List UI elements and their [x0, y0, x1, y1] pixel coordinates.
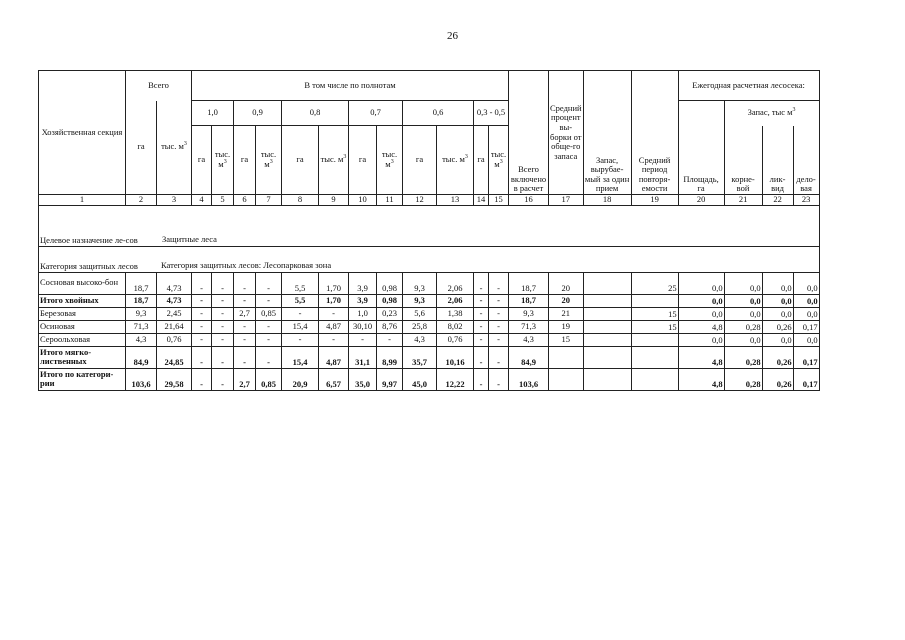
cell: -: [212, 333, 234, 346]
table-row: [39, 294, 820, 307]
cell: 15: [631, 320, 678, 333]
cell: 0,0: [762, 294, 793, 307]
column-number: 18: [583, 195, 631, 206]
cell: -: [192, 307, 212, 320]
cell: 0,17: [793, 346, 819, 368]
category-row: [39, 246, 820, 272]
cell: 6,57: [319, 368, 349, 390]
row-name: Сосновая высоко-бон: [39, 272, 126, 294]
cell: 0,0: [793, 272, 819, 294]
cell: 15: [549, 333, 584, 346]
cell: 8,76: [377, 320, 403, 333]
row-name: Итого мягко-лиственных: [39, 346, 126, 368]
cell: 9,3: [509, 307, 549, 320]
cell: -: [192, 333, 212, 346]
column-number: 22: [762, 195, 793, 206]
cell: -: [234, 333, 256, 346]
cell: -: [474, 307, 489, 320]
cell: 103,6: [126, 368, 157, 390]
header-period: Средний период повторя-емости: [631, 71, 678, 195]
cell: -: [212, 307, 234, 320]
cell: -: [474, 346, 489, 368]
header-liquid: лик-вид: [762, 126, 793, 195]
cell: 15,4: [282, 320, 319, 333]
cell: 0,98: [377, 294, 403, 307]
cell: 4,73: [157, 272, 192, 294]
header-d0305: 0,3 - 0,5: [474, 101, 509, 126]
cell: 0,0: [724, 333, 762, 346]
cell: 20,9: [282, 368, 319, 390]
column-number: 16: [509, 195, 549, 206]
header-ha: га: [474, 126, 489, 195]
cell: -: [489, 307, 509, 320]
header-m3: тыс. $м^3$: [319, 126, 349, 195]
cell: 0,26: [762, 320, 793, 333]
cell: -: [256, 333, 282, 346]
cell: 3,9: [349, 294, 377, 307]
cell: 4,87: [319, 320, 349, 333]
cell: [631, 368, 678, 390]
cell: 0,0: [762, 333, 793, 346]
column-number: 1: [39, 195, 126, 206]
header-area: Площадь, га: [678, 101, 724, 195]
cell: -: [212, 272, 234, 294]
cell: 35,0: [349, 368, 377, 390]
table-row: [39, 307, 820, 320]
table-row: [39, 346, 820, 368]
column-number: 2: [126, 195, 157, 206]
cell: 9,3: [403, 272, 437, 294]
cell: -: [282, 307, 319, 320]
cell: [583, 320, 631, 333]
cell: 2,06: [437, 294, 474, 307]
cell: 10,16: [437, 346, 474, 368]
row-name: Итого по категори-рии: [39, 368, 126, 390]
column-number: 6: [234, 195, 256, 206]
cell: 15,4: [282, 346, 319, 368]
column-number: 19: [631, 195, 678, 206]
cell: -: [234, 346, 256, 368]
cell: 0,0: [793, 333, 819, 346]
table-row: [39, 333, 820, 346]
column-number: 9: [319, 195, 349, 206]
cell: -: [474, 320, 489, 333]
cell: -: [212, 320, 234, 333]
cell: [631, 333, 678, 346]
cell: -: [256, 272, 282, 294]
cell: 9,97: [377, 368, 403, 390]
header-total: Всего: [126, 71, 192, 101]
cell: [583, 272, 631, 294]
cell: 9,3: [403, 294, 437, 307]
cell: 71,3: [126, 320, 157, 333]
cell: 0,17: [793, 368, 819, 390]
cell: 5,6: [403, 307, 437, 320]
cell: 20: [549, 272, 584, 294]
cell: 1,70: [319, 272, 349, 294]
cell: 0,0: [793, 294, 819, 307]
cell: -: [377, 333, 403, 346]
header-ha: га: [282, 126, 319, 195]
cell: -: [256, 294, 282, 307]
cell: 0,17: [793, 320, 819, 333]
column-number: 13: [437, 195, 474, 206]
cell: -: [192, 320, 212, 333]
cell: 0,0: [678, 272, 724, 294]
cell: 0,0: [678, 294, 724, 307]
cell: 0,0: [724, 294, 762, 307]
column-number: 10: [349, 195, 377, 206]
cell: 4,8: [678, 346, 724, 368]
cell: -: [474, 294, 489, 307]
header-included: Всего включено в расчет: [509, 71, 549, 195]
cell: 0,0: [793, 307, 819, 320]
cell: [631, 346, 678, 368]
cell: -: [474, 272, 489, 294]
cell: 0,85: [256, 368, 282, 390]
cell: 35,7: [403, 346, 437, 368]
column-number: 14: [474, 195, 489, 206]
cell: 0,98: [377, 272, 403, 294]
cell: -: [489, 368, 509, 390]
cell: [549, 346, 584, 368]
cell: 1,70: [319, 294, 349, 307]
column-number: 4: [192, 195, 212, 206]
cell: 25: [631, 272, 678, 294]
cell: [583, 307, 631, 320]
cell: -: [212, 294, 234, 307]
cell: -: [319, 333, 349, 346]
cell: 1,38: [437, 307, 474, 320]
cell: -: [319, 307, 349, 320]
cell: 12,22: [437, 368, 474, 390]
header-total-m3: тыс. $м^3$: [157, 101, 192, 195]
row-name: Сероольховая: [39, 333, 126, 346]
row-name: Осиновая: [39, 320, 126, 333]
cell: -: [234, 294, 256, 307]
cell: 4,73: [157, 294, 192, 307]
cell: 0,26: [762, 368, 793, 390]
row-name: Итого хвойных: [39, 294, 126, 307]
column-number: 7: [256, 195, 282, 206]
cell: 0,0: [678, 333, 724, 346]
header-d08: 0,8: [282, 101, 349, 126]
cell: 4,8: [678, 368, 724, 390]
table-row: [39, 272, 820, 294]
cell: [583, 333, 631, 346]
cell: 45,0: [403, 368, 437, 390]
header-d07: 0,7: [349, 101, 403, 126]
cell: 15: [631, 307, 678, 320]
header-stock-cut: Запас, вырубае-мый за один прием: [583, 71, 631, 195]
cell: 18,7: [126, 294, 157, 307]
cell: -: [234, 320, 256, 333]
column-number: 8: [282, 195, 319, 206]
purpose-value: Защитные леса: [162, 234, 217, 244]
cell: 84,9: [509, 346, 549, 368]
cell: 5,5: [282, 294, 319, 307]
cell: 0,85: [256, 307, 282, 320]
cell: 0,28: [724, 346, 762, 368]
cell: [583, 294, 631, 307]
cell: 0,23: [377, 307, 403, 320]
cell: -: [349, 333, 377, 346]
category-value: Категория защитных лесов: Лесопарковая зона: [161, 260, 332, 270]
cell: 24,85: [157, 346, 192, 368]
cell: 0,28: [724, 368, 762, 390]
cell: 8,02: [437, 320, 474, 333]
purpose-label: Целевое назначение ле-сов: [40, 235, 138, 245]
cell: -: [489, 346, 509, 368]
header-m3: тыс. $м^3$: [437, 126, 474, 195]
header-ha: га: [192, 126, 212, 195]
table-row: [39, 320, 820, 333]
cell: 4,3: [403, 333, 437, 346]
column-number: 21: [724, 195, 762, 206]
cell: 4,87: [319, 346, 349, 368]
cell: 0,0: [678, 307, 724, 320]
header-m3: тыс. $м^3$: [212, 126, 234, 195]
cell: -: [256, 320, 282, 333]
column-numbers-row: [39, 195, 820, 206]
cell: 71,3: [509, 320, 549, 333]
cell: -: [192, 272, 212, 294]
cell: 9,3: [126, 307, 157, 320]
column-number: 15: [489, 195, 509, 206]
cell: 0,0: [724, 272, 762, 294]
cell: 18,7: [509, 272, 549, 294]
cell: -: [474, 368, 489, 390]
cell: [583, 368, 631, 390]
cell: -: [474, 333, 489, 346]
cell: 25,8: [403, 320, 437, 333]
cell: 31,1: [349, 346, 377, 368]
cell: 0,0: [724, 307, 762, 320]
cell: 0,28: [724, 320, 762, 333]
table-row: [39, 368, 820, 390]
cell: 18,7: [126, 272, 157, 294]
cell: 19: [549, 320, 584, 333]
column-number: 11: [377, 195, 403, 206]
cell: 4,3: [509, 333, 549, 346]
header-avg-percent: Средний процент вы-борки от обще-го запаса: [549, 71, 584, 195]
header-total-ha: га: [126, 101, 157, 195]
header-d10: 1,0: [192, 101, 234, 126]
cell: -: [256, 346, 282, 368]
header-root: корне-вой: [724, 126, 762, 195]
header-d09: 0,9: [234, 101, 282, 126]
column-number: 17: [549, 195, 584, 206]
header-stock-sub: Запас, тыс $м^3$: [724, 101, 819, 126]
purpose-row: [39, 205, 820, 246]
page-number: 26: [447, 30, 458, 42]
cell: 21: [549, 307, 584, 320]
cell: [583, 346, 631, 368]
cell: -: [489, 333, 509, 346]
cell: -: [212, 368, 234, 390]
cell: 2,7: [234, 368, 256, 390]
header-m3: тыс. $м^3$: [489, 126, 509, 195]
cell: 2,45: [157, 307, 192, 320]
header-business: дело-вая: [793, 126, 819, 195]
cell: 2,06: [437, 272, 474, 294]
header-ha: га: [349, 126, 377, 195]
column-number: 3: [157, 195, 192, 206]
column-number: 20: [678, 195, 724, 206]
cell: [631, 294, 678, 307]
cell: 0,76: [157, 333, 192, 346]
cell: 0,0: [762, 307, 793, 320]
cell: -: [192, 294, 212, 307]
cell: 30,10: [349, 320, 377, 333]
cutting-area-table: [38, 70, 820, 391]
cell: 20: [549, 294, 584, 307]
cell: 0,0: [762, 272, 793, 294]
cell: 4,3: [126, 333, 157, 346]
cell: -: [192, 346, 212, 368]
cell: 8,99: [377, 346, 403, 368]
column-number: 23: [793, 195, 819, 206]
cell: -: [212, 346, 234, 368]
cell: 29,58: [157, 368, 192, 390]
header-by-density: В том числе по полнотам: [192, 71, 509, 101]
header-ha: га: [234, 126, 256, 195]
header-annual: Ежегодная расчетная лесосека:: [678, 71, 819, 101]
cell: 0,76: [437, 333, 474, 346]
cell: 3,9: [349, 272, 377, 294]
cell: 18,7: [509, 294, 549, 307]
cell: 5,5: [282, 272, 319, 294]
category-label: Категория защитных лесов: [40, 261, 138, 271]
cell: 4,8: [678, 320, 724, 333]
cell: 21,64: [157, 320, 192, 333]
header-d06: 0,6: [403, 101, 474, 126]
cell: -: [234, 272, 256, 294]
cell: -: [282, 333, 319, 346]
cell: 0,26: [762, 346, 793, 368]
column-number: 5: [212, 195, 234, 206]
cell: -: [192, 368, 212, 390]
cell: -: [489, 320, 509, 333]
header-m3: тыс. $м^3$: [377, 126, 403, 195]
header-section: Хозяйственная секция: [39, 71, 126, 195]
cell: 84,9: [126, 346, 157, 368]
header-ha: га: [403, 126, 437, 195]
cell: -: [489, 294, 509, 307]
cell: [549, 368, 584, 390]
cell: 103,6: [509, 368, 549, 390]
row-name: Березовая: [39, 307, 126, 320]
cell: 1,0: [349, 307, 377, 320]
cell: 2,7: [234, 307, 256, 320]
cell: -: [489, 272, 509, 294]
header-m3: тыс. $м^3$: [256, 126, 282, 195]
column-number: 12: [403, 195, 437, 206]
